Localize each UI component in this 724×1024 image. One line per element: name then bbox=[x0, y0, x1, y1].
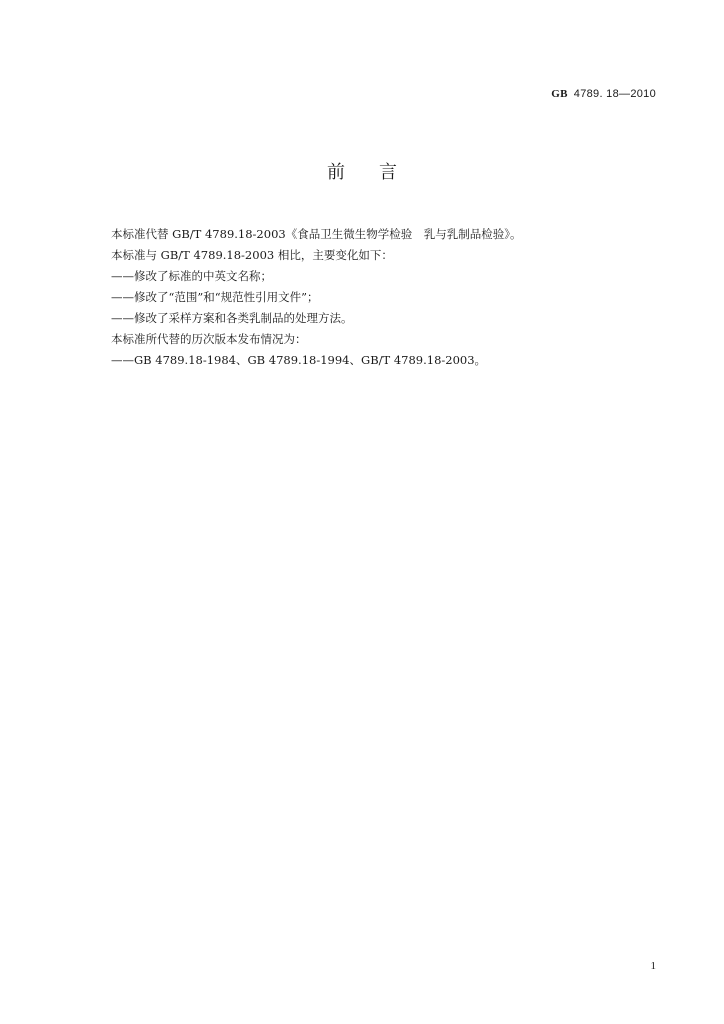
foreword-line: 本标准所代替的历次版本发布情况为： bbox=[111, 332, 307, 346]
page-title: 前言 bbox=[327, 162, 431, 183]
page-number: 1 bbox=[650, 960, 656, 972]
standard-prefix: GB bbox=[551, 88, 568, 100]
foreword-line: 本标准与 GB/T 4789.18-2003 相比，主要变化如下： bbox=[111, 248, 393, 262]
foreword-body bbox=[111, 224, 671, 371]
foreword-line: ——修改了“范围”和“规范性引用文件”； bbox=[111, 290, 319, 304]
standard-number: 4789. 18—2010 bbox=[573, 88, 656, 100]
standard-code bbox=[551, 88, 656, 100]
foreword-line: ——修改了采样方案和各类乳制品的处理方法。 bbox=[111, 311, 353, 325]
foreword-line: 本标准代替 GB/T 4789.18-2003《食品卫生微生物学检验 乳与乳制品检验》。 bbox=[111, 227, 522, 241]
foreword-line: ——GB 4789.18-1984、GB 4789.18-1994、GB/T 4789.18-2003。 bbox=[111, 353, 487, 367]
foreword-line: ——修改了标准的中英文名称； bbox=[111, 269, 272, 283]
